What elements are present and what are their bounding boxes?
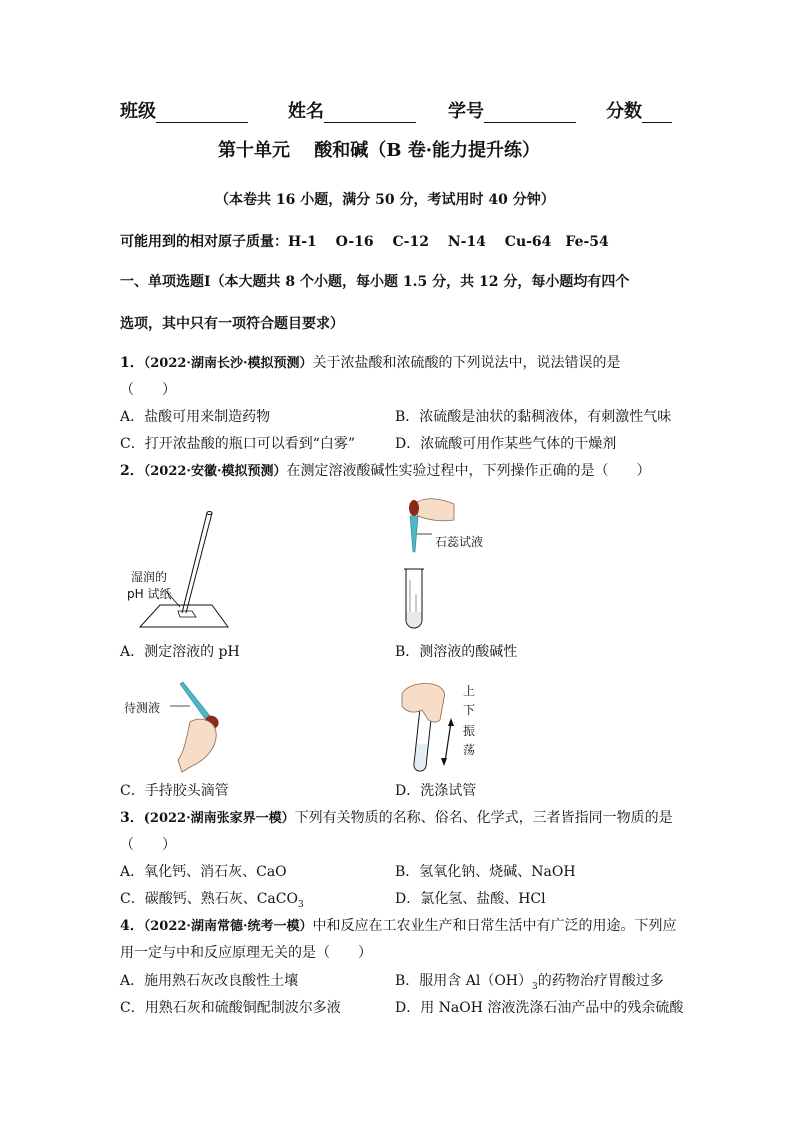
q4-option-b[interactable] <box>395 970 664 992</box>
score-label: 分数 <box>606 101 642 122</box>
q2-option-a[interactable]: A．测定溶液的 pH <box>120 644 240 660</box>
section1-heading-line2: 选项，其中只有一项符合题目要求） <box>120 316 344 332</box>
q4-option-b-subscript: 3 <box>532 981 538 992</box>
glass-rod-right <box>186 513 212 613</box>
shake-arrow-head-down <box>441 758 447 766</box>
fig-d-label-1: 下 <box>463 703 476 717</box>
q4-stem-line2: 用一定与中和反应原理无关的是（ ） <box>120 945 372 961</box>
q1-option-a[interactable]: A．盐酸可用来制造药物 <box>120 409 271 425</box>
q4-stem-text: 中和反应在工农业生产和日常生活中有广泛的用途。下列应 <box>312 918 677 934</box>
class-blank[interactable] <box>156 104 248 123</box>
q3-source: (2022·湖南张家界一模） <box>143 811 295 826</box>
glass-rod-left <box>182 513 207 613</box>
page-title: 第十单元 酸和碱（B 卷·能力提升练） <box>218 140 541 161</box>
q2-stem-text: 在测定溶液酸碱性实验过程中，下列操作正确的是（ ） <box>286 463 651 479</box>
fig-d-label-2: 振 <box>463 724 476 738</box>
id-blank[interactable] <box>484 104 576 123</box>
hand-shape <box>178 719 216 772</box>
class-label: 班级 <box>120 101 156 122</box>
atomic-mass-line: 可能用到的相对原子质量：H-1 O-16 C-12 N-14 Cu-64 Fe-54 <box>120 234 609 250</box>
q3-number: 3． <box>120 810 144 826</box>
fig-d-label-3: 荡 <box>463 743 476 757</box>
q1-answer-paren[interactable]: （ ） <box>120 382 176 398</box>
q4-number: 4． <box>120 918 144 934</box>
q2-option-b[interactable]: B．测溶液的酸碱性 <box>395 644 518 660</box>
id-label: 学号 <box>448 101 484 122</box>
score-blank[interactable] <box>642 104 672 123</box>
score-field <box>606 97 672 123</box>
shake-arrow-head-up <box>448 718 454 726</box>
shake-arrow-line <box>445 722 451 762</box>
q2-option-d[interactable]: D．洗涤试管 <box>395 783 477 799</box>
fig-d-shake-tube-image <box>396 680 456 780</box>
q1-option-d[interactable]: D．浓硫酸可用作某些气体的干燥剂 <box>395 436 617 452</box>
q1-option-c[interactable]: C．打开浓盐酸的瓶口可以看到“白雾” <box>120 436 356 452</box>
name-field <box>288 97 416 123</box>
q3-stem-text: 下列有关物质的名称、俗名、化学式，三者皆指同一物质的是 <box>294 810 673 826</box>
q2-number: 2． <box>120 463 144 479</box>
q3-option-c[interactable] <box>120 888 304 910</box>
name-blank[interactable] <box>324 104 416 123</box>
q4-option-b-text: B．服用含 Al（OH） <box>395 973 533 989</box>
page-subtitle: （本卷共 16 小题，满分 50 分，考试用时 40 分钟） <box>215 192 555 208</box>
hand-shape <box>414 499 454 521</box>
fig-a-label-2: pH 试纸 <box>127 587 172 601</box>
q4-option-b-rest: 的药物治疗胃酸过多 <box>537 973 664 989</box>
q4-option-d[interactable]: D．用 NaOH 溶液洗涤石油产品中的残余硫酸 <box>395 1000 684 1016</box>
q2-source: （2022·安徽·模拟预测） <box>143 464 287 479</box>
q4-source: （2022·湖南常德·统考一模） <box>143 919 313 934</box>
dropper-bulb <box>409 500 419 516</box>
tube-liquid <box>407 612 422 628</box>
q3-option-c-subscript: 3 <box>297 899 304 910</box>
class-field <box>120 97 248 123</box>
dropper-tube <box>180 682 210 720</box>
id-field <box>448 97 576 123</box>
q2-option-c[interactable]: C．手持胶头滴管 <box>120 783 229 799</box>
q1-number: 1． <box>120 355 144 371</box>
name-label: 姓名 <box>288 101 324 122</box>
fig-c-label: 待测液 <box>124 701 161 715</box>
q3-option-a[interactable]: A．氧化钙、消石灰、CaO <box>120 864 287 880</box>
fig-c-dropper-hand-image <box>120 680 230 775</box>
fig-b-dropper-image <box>400 494 460 634</box>
dropper-tube <box>410 516 418 552</box>
q3-answer-paren[interactable]: （ ） <box>120 837 176 853</box>
q4-option-a[interactable]: A．施用熟石灰改良酸性土壤 <box>120 973 299 989</box>
q1-stem-text: 关于浓盐酸和浓硫酸的下列说法中，说法错误的是 <box>312 355 621 371</box>
q2-stem <box>120 460 650 480</box>
fig-b-label: 石蕊试液 <box>435 535 484 549</box>
q3-stem <box>120 807 673 827</box>
q3-option-c-text: C．碳酸钙、熟石灰、CaCO <box>120 891 298 907</box>
q4-option-c[interactable]: C．用熟石灰和硫酸铜配制波尔多液 <box>120 1000 341 1016</box>
q1-source: （2022·湖南长沙·模拟预测） <box>143 356 313 371</box>
glass-rod-top <box>207 512 212 515</box>
q1-option-b[interactable]: B．浓硫酸是油状的黏稠液体，有刺激性气味 <box>395 409 672 425</box>
q3-option-d[interactable]: D．氯化氢、盐酸、HCl <box>395 891 546 907</box>
q3-option-b[interactable]: B．氢氧化钠、烧碱、NaOH <box>395 864 576 880</box>
fig-a-label-1: 湿润的 <box>131 570 168 584</box>
section1-heading-line1: 一、单项选题Ⅰ（本大题共 8 个小题，每小题 1.5 分，共 12 分，每小题均有四个 <box>120 274 630 290</box>
q4-stem <box>120 915 676 935</box>
q1-stem <box>120 352 620 372</box>
fig-d-label-0: 上 <box>463 684 476 698</box>
